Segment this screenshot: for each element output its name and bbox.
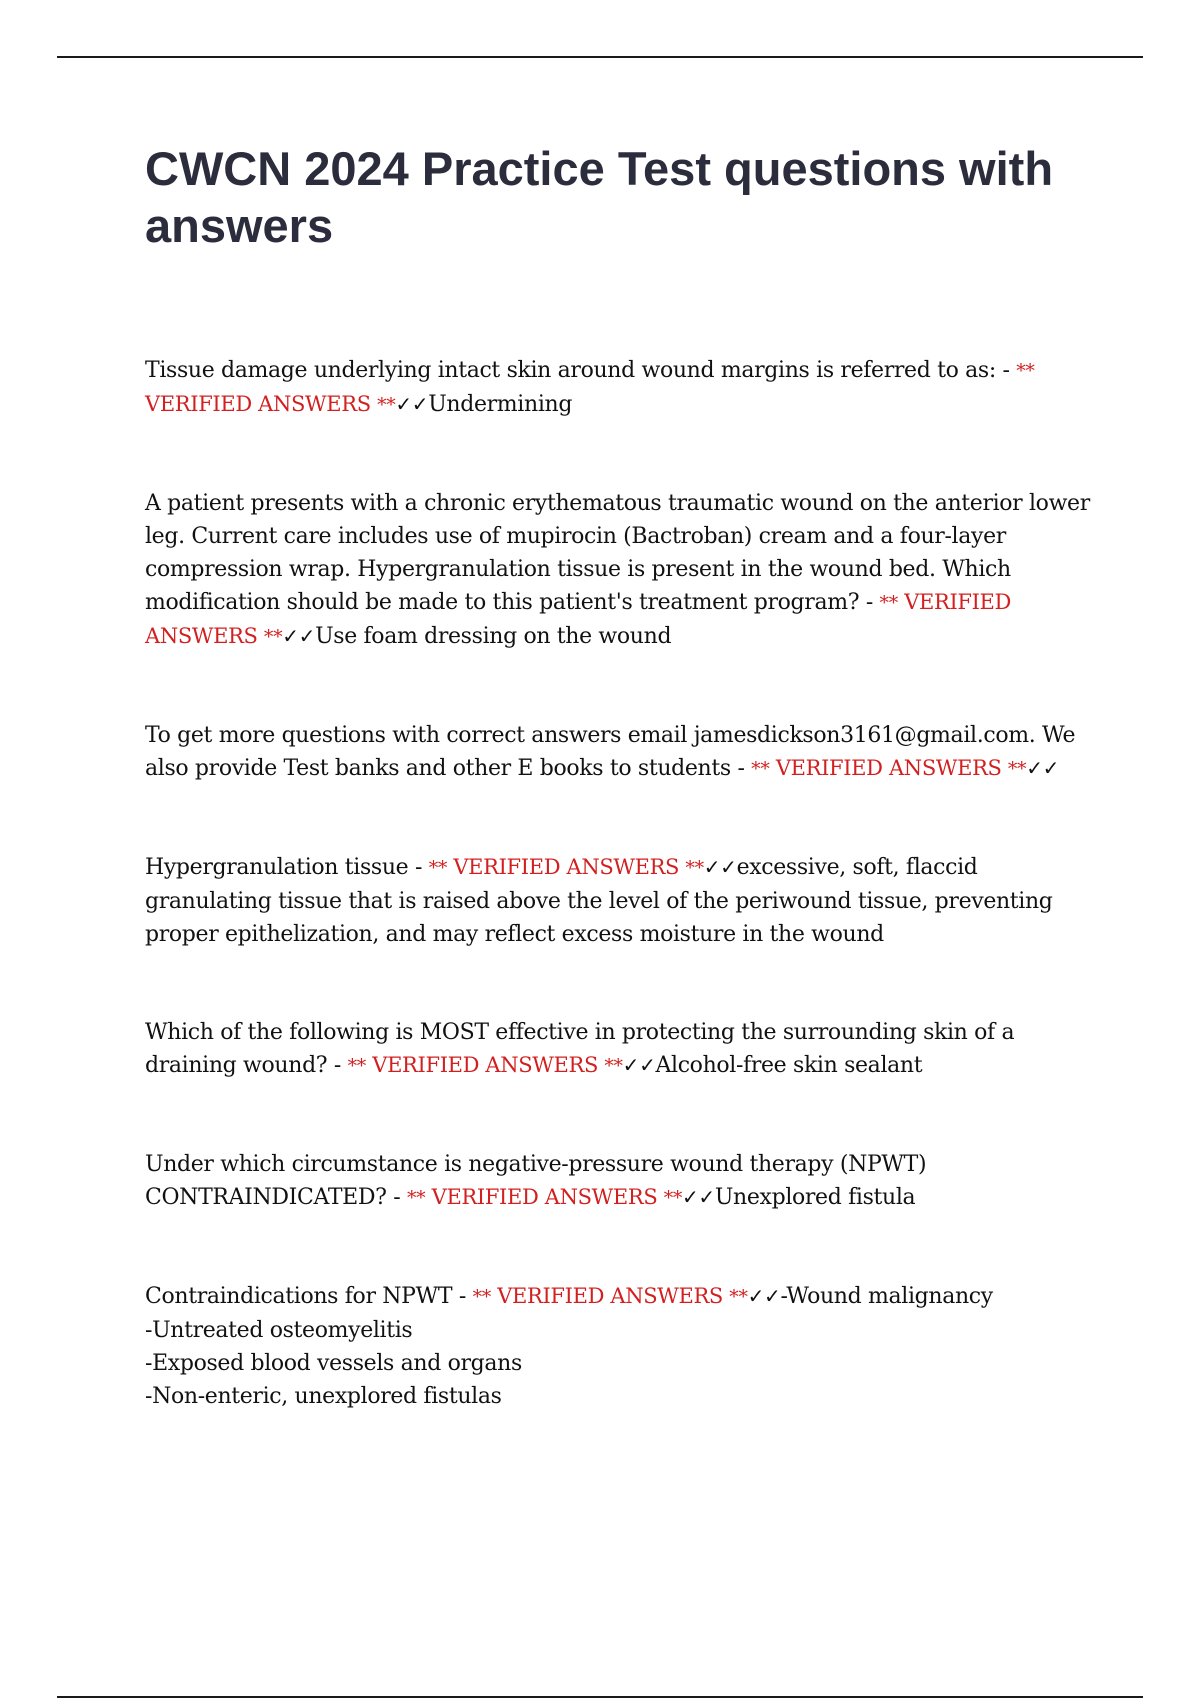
checkmark-icon: ✓✓: [1026, 756, 1060, 780]
answer-text: Alcohol-free skin sealant: [655, 1053, 923, 1078]
verified-label: VERIFIED ANSWERS: [372, 1053, 599, 1077]
separator: -: [452, 1284, 473, 1309]
checkmark-icon: ✓✓: [747, 1284, 781, 1308]
qa-paragraph: [145, 354, 1090, 422]
answer-text: Unexplored fistula: [714, 1185, 916, 1210]
answer-text: Use foam dressing on the wound: [315, 624, 672, 649]
verified-marker: [751, 756, 1026, 780]
verified-marker: [473, 1284, 748, 1308]
qa-item: [145, 354, 1090, 422]
marker-stars: **: [604, 1055, 623, 1077]
marker-stars: **: [751, 758, 770, 780]
qa-paragraph: [145, 719, 1090, 786]
answer-extra-line: -Exposed blood vessels and organs: [145, 1351, 522, 1376]
verified-marker: [429, 855, 704, 879]
marker-stars: **: [377, 394, 396, 416]
marker-stars: **: [406, 1187, 426, 1209]
qa-list: [145, 354, 1090, 1478]
qa-item: [145, 719, 1090, 786]
checkmark-icon: ✓✓: [282, 624, 316, 648]
qa-paragraph: [145, 851, 1090, 951]
checkmark-icon: ✓✓: [622, 1053, 656, 1077]
qa-paragraph: [145, 1280, 1090, 1314]
marker-stars: **: [263, 626, 283, 648]
verified-label: VERIFIED ANSWERS: [453, 855, 680, 879]
verified-label: VERIFIED ANSWERS: [497, 1284, 723, 1308]
marker-stars: **: [1007, 758, 1027, 780]
marker-stars: **: [729, 1286, 748, 1308]
qa-item: [145, 1148, 1090, 1215]
question-text: Which of the following is MOST effective in protecting the surrounding skin of a draining wound?: [145, 1020, 1015, 1078]
answer-text: -Wound malignancy: [780, 1284, 993, 1309]
question-text: A patient presents with a chronic erythematous traumatic wound on the anterior lower leg. Current care includes use of mupirocin (Bactroban) cream and a four-layer compression wrap. Hypergranulation tissue is present in the wound bed. Which modification should be made to this patient's treatment program?: [145, 491, 1090, 615]
question-text: Under which circumstance is negative-pressure wound therapy (NPWT) CONTRAINDICATED?: [145, 1152, 927, 1210]
qa-item: [145, 1280, 1090, 1413]
qa-item: [145, 1016, 1090, 1083]
separator: -: [408, 855, 429, 880]
question-text: Contraindications for NPWT: [145, 1284, 453, 1309]
answer-text: Undermining: [428, 392, 573, 417]
verified-label: VERIFIED ANSWERS: [145, 590, 1012, 648]
checkmark-icon: ✓✓: [395, 392, 429, 416]
separator: -: [730, 756, 752, 781]
answer-extra-line: -Untreated osteomyelitis: [145, 1318, 413, 1343]
marker-stars: **: [1016, 360, 1035, 382]
question-text: Tissue damage underlying intact skin around wound margins is referred to as:: [145, 358, 996, 383]
verified-label: VERIFIED ANSWERS: [145, 392, 371, 416]
marker-stars: **: [685, 857, 704, 879]
verified-label: VERIFIED ANSWERS: [431, 1185, 658, 1209]
checkmark-icon: ✓✓: [682, 1185, 715, 1209]
marker-stars: **: [879, 592, 898, 614]
separator: -: [327, 1053, 348, 1078]
separator: -: [859, 590, 880, 615]
qa-paragraph: [145, 487, 1090, 654]
question-text: Hypergranulation tissue: [145, 855, 409, 880]
bottom-rule: [57, 1696, 1143, 1698]
verified-marker: [348, 1053, 623, 1077]
marker-stars: **: [428, 857, 448, 879]
separator: -: [995, 358, 1017, 383]
marker-stars: **: [472, 1286, 491, 1308]
marker-stars: **: [347, 1055, 366, 1077]
qa-paragraph: [145, 1016, 1090, 1083]
qa-paragraph: [145, 1148, 1090, 1215]
verified-label: VERIFIED ANSWERS: [775, 756, 1002, 780]
top-rule: [57, 56, 1143, 58]
question-text: To get more questions with correct answers email jamesdickson3161@gmail.com. We also provide Test banks and other E books to students: [145, 723, 1076, 781]
qa-item: [145, 487, 1090, 654]
page-title: CWCN 2024 Practice Test questions with answers: [145, 142, 1054, 252]
qa-item: [145, 851, 1090, 951]
answer-extra-line: -Non-enteric, unexplored fistulas: [145, 1384, 502, 1409]
answer-text: excessive, soft, flaccid granulating tissue that is raised above the level of the periwound tissue, preventing proper epithelization, and may reflect excess moisture in the wound: [145, 855, 1053, 947]
marker-stars: **: [663, 1187, 683, 1209]
checkmark-icon: ✓✓: [703, 855, 737, 879]
separator: -: [386, 1185, 407, 1210]
verified-marker: [407, 1185, 682, 1209]
